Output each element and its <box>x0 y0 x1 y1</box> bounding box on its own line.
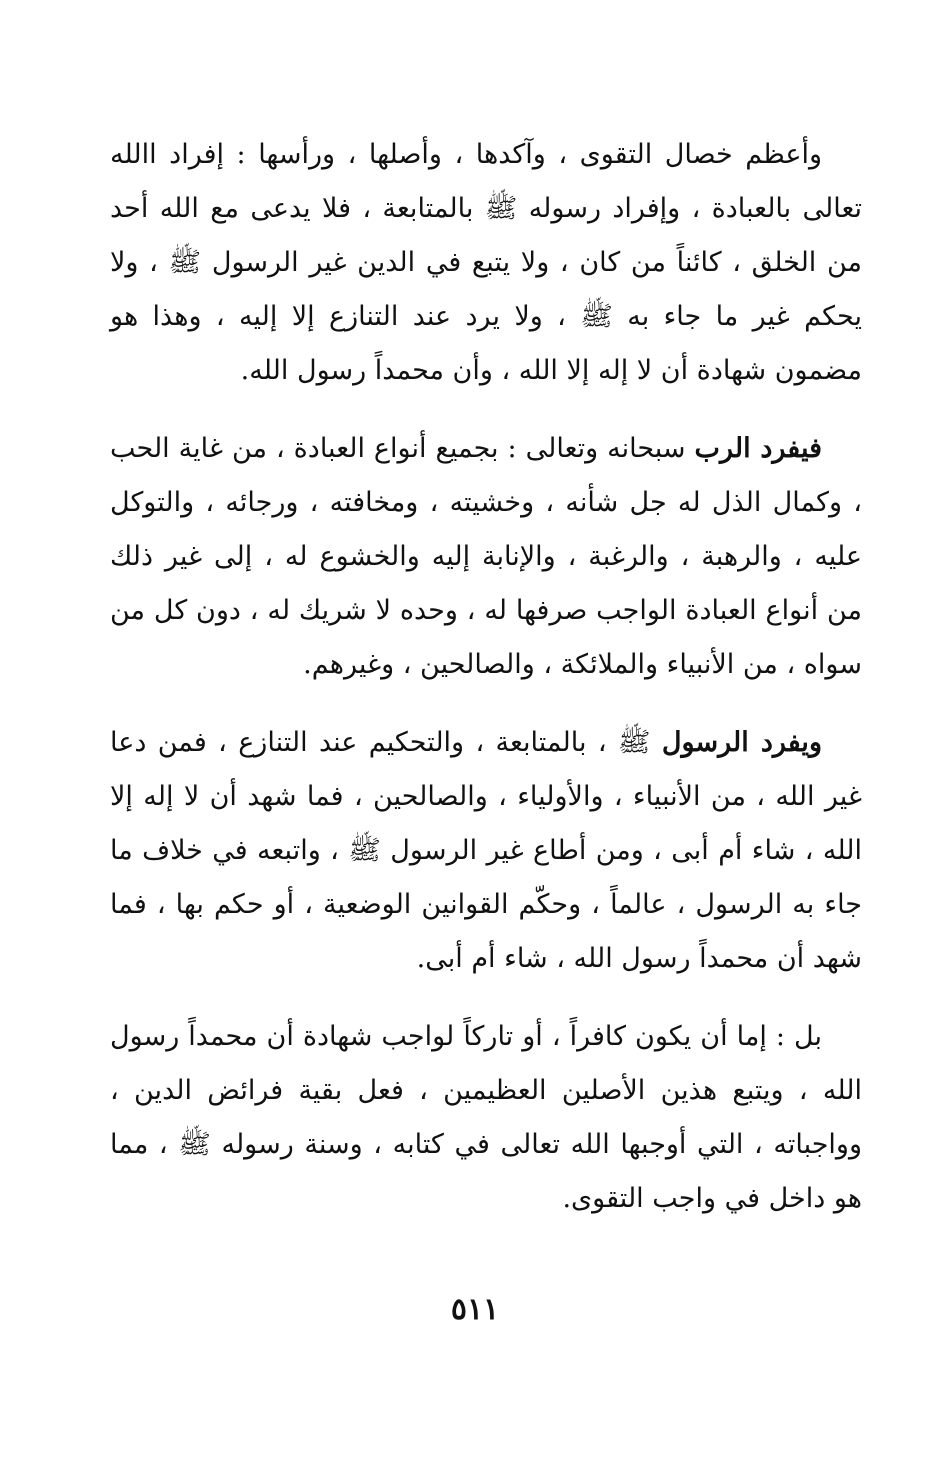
paragraph-2 <box>110 422 862 692</box>
paragraph-3 <box>110 716 862 986</box>
paragraph-lead: ويفرد الرسول <box>661 727 822 758</box>
page-body <box>110 128 862 1226</box>
page-number: ٥١١ <box>450 1292 500 1327</box>
paragraph-text: ﷺ ، بالمتابعة ، والتحكيم عند التنازع ، فمن دعا غير الله ، من الأنبياء ، والأولياء ، والصالحين ، فما شهد أن لا إله إلا الله ، شاء أم أبى ، ومن أطاع غير الرسول ﷺ ، واتبعه في خلاف ما جاء به الرسول ، عالماً ، وحكّم القوانين الوضعية ، أو حكم بها ، فما شهد أن محمداً رسول الله ، شاء أم أبى. <box>110 727 862 974</box>
paragraph-text: سبحانه وتعالى : بجميع أنواع العبادة ، من غاية الحب ، وكمال الذل له جل شأنه ، وخشيته ، ومخافته ، ورجائه ، والتوكل عليه ، والرهبة ، والرغبة ، والإنابة إليه والخشوع له ، إلى غير ذلك من أنواع العبادة الواجب صرفها له ، وحده لا شريك له ، دون كل من سواه ، من الأنبياء والملائكة ، والصالحين ، وغيرهم. <box>110 433 862 680</box>
paragraph-text: وأعظم خصال التقوى ، وآكدها ، وأصلها ، ورأسها : إفراد االله تعالى بالعبادة ، وإفراد رسوله ﷺ بالمتابعة ، فلا يدعى مع الله أحد من الخلق ، كائناً من كان ، ولا يتبع في الدين غير الرسول ﷺ ، ولا يحكم غير ما جاء به ﷺ ، ولا يرد عند التنازع إلا إليه ، وهذا هو مضمون شهادة أن لا إله إلا الله ، وأن محمداً رسول الله. <box>110 139 862 386</box>
paragraph-4 <box>110 1010 862 1226</box>
paragraph-text: بل : إما أن يكون كافراً ، أو تاركاً لواجب شهادة أن محمداً رسول الله ، ويتبع هذين الأصلين العظيمين ، فعل بقية فرائض الدين ، وواجباته ، التي أوجبها الله تعالى في كتابه ، وسنة رسوله ﷺ ، مما هو داخل في واجب التقوى. <box>110 1021 862 1214</box>
paragraph-lead: فيفرد الرب <box>694 433 823 464</box>
paragraph-1 <box>110 128 862 398</box>
